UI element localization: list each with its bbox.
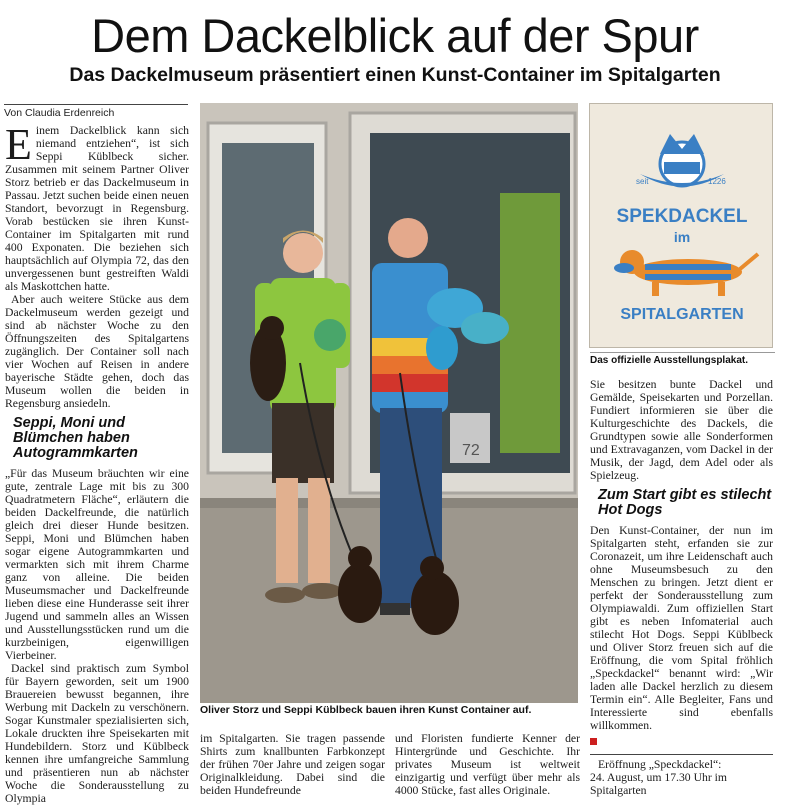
poster-im: im xyxy=(673,229,691,245)
poster-spitalgarten: SPITALGARTEN xyxy=(620,306,744,323)
paragraph: im Spitalgarten. Sie tragen passende Shirts zum knallbunten Farbkonzept der frühen 70er Jahre und zeigen sogar Originalkleidung. Dabei sind die beiden Hundefreunde xyxy=(200,732,385,797)
paragraph-intro: Einem Dackelblick kann sich niemand entziehen“, ist sich Seppi Küblbeck sicher. Zusammen mit seinem Partner Oliver Storz betrieb er das Dackelmuseum in Passau. Jetzt suchen beide einen neuen Standort, bevorzugt in Regensburg. Vorab bestücken sie ihren Kunst-Container im Spitalgarten mit rund 400 Exponaten. Die beziehen sich hauptsächlich auf Olympia 72, das den unvergessenen bunt gestreiften Waldi als Maskottchen hatte. xyxy=(5,120,189,293)
article-column-2 xyxy=(200,732,385,797)
subheadline: Das Dackelmuseum präsentiert einen Kunst-Container im Spitalgarten xyxy=(69,64,721,86)
photo-illustration xyxy=(200,103,578,703)
exhibition-poster xyxy=(589,103,773,348)
paragraph: Dackel sind praktisch zum Symbol für Bayern geworden, seit um 1900 Brauereien bewusst begannen, ihre Werbung mit Dackeln zu verschönern. Sogar Kunstmaler spezialisierten sich, Lokale druckten ihre Speisekarten mit Hundebildern. Storz und Küblbeck kennen ihre umfangreiche Sammlung und präsentieren nun ab nächster Woche die Sonderausstellung zu Olympia xyxy=(5,662,189,805)
paragraph: „Für das Museum bräuchten wir eine gute, zentrale Lage mit bis zu 300 Quadratmetern Fläche“, erläutern die beiden Dackelfreunde, die natürlich gleich drei dieser Hunde besitzen. Seppi, Moni und Blümchen haben sogar eigene Autogrammkarten und vermarkten sich mit ihrem Charme ganz von alleine. Die beiden Museumsmacher und Dackelfreunde lieben diese eine Hunderasse seit ihrer Jugend und sammeln alles an Wissen und Ausstellungsstücken rund um die kurzbeinigen, eigenwilligen Vierbeiner. xyxy=(5,467,189,662)
poster-year: 1226 xyxy=(708,177,726,186)
paragraph: Sie besitzen bunte Dackel und Gemälde, Speisekarten und Porzellan. Fundiert informieren sie über die Kulturgeschichte des Dackels, die Grundtypen sowie alle Sonderformen und Extravaganzen, vom Dackel in der Musik, der Jagd, dem Adel oder als Spielzeug. xyxy=(590,378,773,482)
paragraph: Den Kunst-Container, der nun im Spitalgarten steht, erfanden sie zur Coronazeit, um ihre Leidenschaft auch ohne Museumsbesuch zu den Menschen zu bringen. Jetzt dient er perfekt der Sonderausstellung zum Olympiawaldi. Zum offiziellen Start gibt es neben Infomaterial auch stilecht Hot Dogs. Seppi Küblbeck und Oliver Storz freuen sich auf die Eröffnung, die vom Spital fröhlich „Speckdackel“ benannt wird: „Wir laden alle Dackel herzlich zu diesem Termin ein“. Alle Begleiter, Fans und Interessierte sind ebenfalls willkommen. xyxy=(590,524,773,732)
photo-caption: Oliver Storz und Seppi Küblbeck bauen ihren Kunst Container auf. xyxy=(200,704,532,716)
end-mark xyxy=(590,738,597,745)
window-number: 72 xyxy=(462,442,480,459)
poster-title: SPEKDACKEL xyxy=(616,206,748,227)
article-photo xyxy=(200,103,578,703)
article-column-4 xyxy=(590,378,773,797)
paragraph: Aber auch weitere Stücke aus dem Dackelmuseum werden gezeigt und sind ab nächster Woche zu den Öffnungszeiten des Spitalgartens zugänglich. Der Container soll nach vier Wochen auf Reisen in andere bayerische Städte gehen, doch das Museum wollen die beiden in Regensburg ansiedeln. xyxy=(5,293,189,410)
subheading-hot-dogs: Zum Start gibt es stilecht Hot Dogs xyxy=(598,487,772,518)
paragraph: und Floristen fundierte Kenner der Hintergründe und Geschichte. Ihr privates Museum ist weltweit einzigartig und verfügt über mehr als 4000 Stücke, fast alles Originale. xyxy=(395,732,580,797)
article-column-3 xyxy=(395,732,580,797)
poster-caption: Das offizielle Ausstellungsplakat. xyxy=(590,352,775,366)
article-column-1 xyxy=(5,120,189,805)
poster-seit: seit xyxy=(636,177,649,186)
event-info xyxy=(590,754,773,797)
headline: Dem Dackelblick auf der Spur xyxy=(91,9,699,62)
subheading-autogrammkarten: Seppi, Moni und Blümchen haben Autogrammkarten xyxy=(13,415,138,461)
event-info-label: Eröffnung „Speckdackel“: xyxy=(598,758,722,771)
drop-cap: E xyxy=(5,120,32,169)
event-info-date: 24. August, um 17.30 Uhr im Spitalgarten xyxy=(590,771,728,797)
poster-graphic xyxy=(590,104,773,348)
byline: Von Claudia Erdenreich xyxy=(4,104,188,119)
